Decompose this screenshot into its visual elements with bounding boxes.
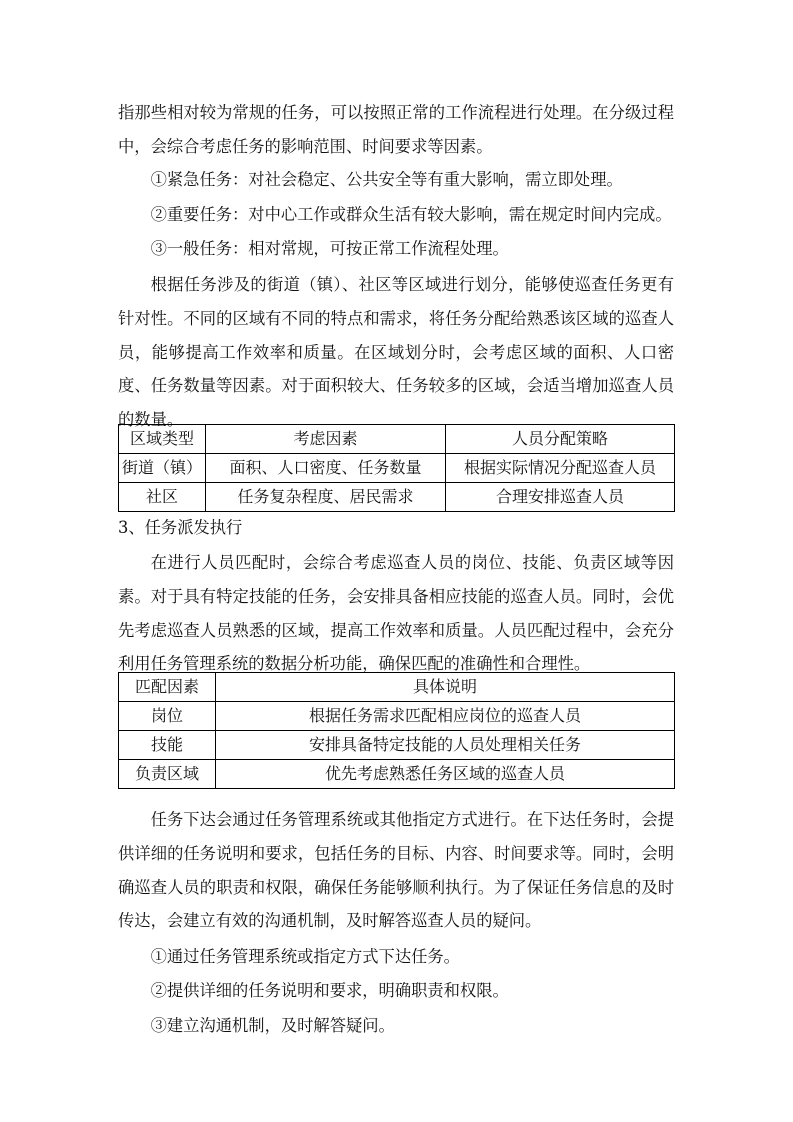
table-header-row [119,425,675,454]
table-row [119,760,675,789]
step-item: ③建立沟通机制，及时解答疑问。 [150,1016,395,1035]
table-cell: 优先考虑熟悉任务区域的巡查人员 [216,760,675,789]
table-cell: 根据实际情况分配巡查人员 [446,454,675,483]
table-header-cell: 具体说明 [216,673,675,702]
paragraph-personnel-matching: 在进行人员匹配时，会综合考虑巡查人员的岗位、技能、负责区域等因素。对于具有特定技能的任务，会安排具备相应技能的巡查人员。同时，会优先考虑巡查人员熟悉的区域，提高工作效率和质量。人员匹配过程中，会充分利用任务管理系统的数据分析功能，确保匹配的准确性和合理性。 [118,553,674,674]
table-row [119,454,675,483]
table-cell: 安排具备特定技能的人员处理相关任务 [216,731,675,760]
table-cell: 街道（镇） [119,454,206,483]
table-header-cell: 考虑因素 [206,425,446,454]
level-general: ③一般任务：相对常规，可按正常工作流程处理。 [150,239,509,258]
paragraph-region-division: 根据任务涉及的街道（镇）、社区等区域进行划分，能够使巡查任务更有针对性。不同的区域有不同的特点和需求，将任务分配给熟悉该区域的巡查人员，能够提高工作效率和质量。在区域划分时，会考虑区域的面积、人口密度、任务数量等因素。对于面积较大、任务较多的区域，会适当增加巡查人员的数量。 [118,275,674,430]
table-row [119,483,675,512]
paragraph-task-issuing: 任务下达会通过任务管理系统或其他指定方式进行。在下达任务时，会提供详细的任务说明和要求，包括任务的目标、内容、时间要求等。同时，会明确巡查人员的职责和权限，确保任务能够顺利执行。为了保证任务信息的及时传达，会建立有效的沟通机制，及时解答巡查人员的疑问。 [118,810,674,931]
table-cell: 岗位 [119,702,216,731]
table-cell: 技能 [119,731,216,760]
paragraph-task-grading: 指那些相对较为常规的任务，可以按照正常的工作流程进行处理。在分级过程中，会综合考虑任务的影响范围、时间要求等因素。 [118,103,674,156]
region-table [118,424,675,512]
section-heading: 3、任务派发执行 [118,518,243,537]
table-header-cell: 匹配因素 [119,673,216,702]
step-item: ①通过任务管理系统或指定方式下达任务。 [150,947,460,966]
table-row [119,731,675,760]
table-header-cell: 人员分配策略 [446,425,675,454]
table-header-cell: 区域类型 [119,425,206,454]
table-cell: 合理安排巡查人员 [446,483,675,512]
table-cell: 根据任务需求匹配相应岗位的巡查人员 [216,702,675,731]
table-cell: 任务复杂程度、居民需求 [206,483,446,512]
table-row [119,702,675,731]
table-cell: 面积、人口密度、任务数量 [206,454,446,483]
table-cell: 负责区域 [119,760,216,789]
level-important: ②重要任务：对中心工作或群众生活有较大影响，需在规定时间内完成。 [150,205,672,224]
table-cell: 社区 [119,483,206,512]
matching-table [118,672,675,789]
level-urgent: ①紧急任务：对社会稳定、公共安全等有重大影响，需立即处理。 [150,170,623,189]
step-item: ②提供详细的任务说明和要求，明确职责和权限。 [150,981,509,1000]
table-header-row [119,673,675,702]
